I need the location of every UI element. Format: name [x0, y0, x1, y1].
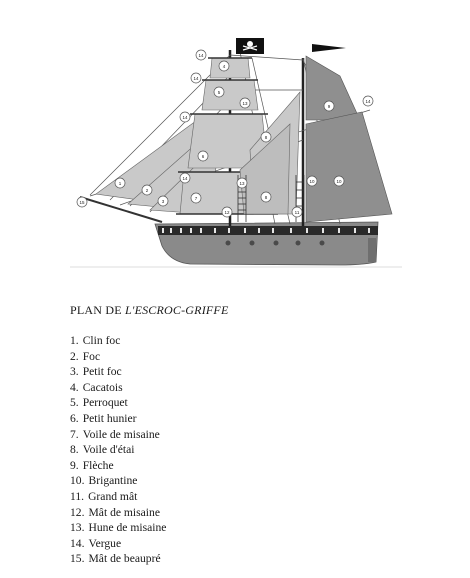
- legend-item: 13. Hune de misaine: [70, 521, 167, 535]
- callout-13: 13: [242, 101, 248, 106]
- sail-cacatois: [210, 58, 250, 78]
- callout-14b: 14: [198, 53, 204, 58]
- legend-item: 5. Perroquet: [70, 396, 128, 410]
- plan-title-prefix: PLAN DE: [70, 303, 125, 317]
- callout-10b: 10: [309, 179, 315, 184]
- callout-8b: 8: [264, 135, 268, 140]
- callout-12: 12: [224, 210, 230, 215]
- legend-item: 8. Voile d'étai: [70, 443, 135, 457]
- rudder: [368, 238, 376, 262]
- callout-3: 3: [161, 199, 165, 204]
- legend-item: 6. Petit hunier: [70, 411, 137, 425]
- callout-10: 10: [336, 179, 342, 184]
- sail-brigantine: [306, 112, 392, 222]
- callout-8: 8: [264, 195, 268, 200]
- callout-11: 11: [294, 210, 300, 215]
- callout-15: 15: [79, 200, 85, 205]
- skull-icon: [247, 41, 253, 47]
- callout-6: 6: [201, 154, 205, 159]
- callout-16: 13: [239, 181, 245, 186]
- callout-14c: 14: [193, 76, 199, 81]
- ship-illustration: [0, 0, 470, 275]
- legend-item: 9. Flèche: [70, 458, 114, 472]
- plan-title-ship-name: L'ESCROC-GRIFFE: [124, 303, 229, 317]
- legend-item: 11. Grand mât: [70, 489, 138, 503]
- callout-14: 14: [182, 115, 188, 120]
- legend-item: 10. Brigantine: [70, 474, 138, 488]
- callout-9: 9: [327, 104, 331, 109]
- legend-item: 2. Foc: [70, 349, 101, 363]
- legend-item: 1. Clin foc: [70, 334, 121, 347]
- callout-7: 7: [194, 196, 198, 201]
- ship-plan-svg: [0, 0, 470, 275]
- callout-2: 2: [145, 188, 149, 193]
- callout-14e: 14: [365, 99, 371, 104]
- callout-1: 1: [118, 181, 122, 186]
- pennant: [312, 44, 346, 52]
- legend-item: 3. Petit foc: [70, 365, 122, 379]
- sail-legend: [70, 333, 166, 567]
- callout-4: 4: [222, 64, 226, 69]
- legend-item: 7. Voile de misaine: [70, 427, 160, 441]
- legend-item: 15. Mât de beaupré: [70, 552, 161, 566]
- callout-5: 5: [217, 90, 221, 95]
- callout-14d: 14: [182, 176, 188, 181]
- legend-item: 12. Mât de misaine: [70, 505, 160, 519]
- sail-fleche: [306, 56, 360, 120]
- legend-item: 4. Cacatois: [70, 380, 123, 394]
- plan-title: [70, 303, 229, 318]
- legend-item: 14. Vergue: [70, 536, 122, 550]
